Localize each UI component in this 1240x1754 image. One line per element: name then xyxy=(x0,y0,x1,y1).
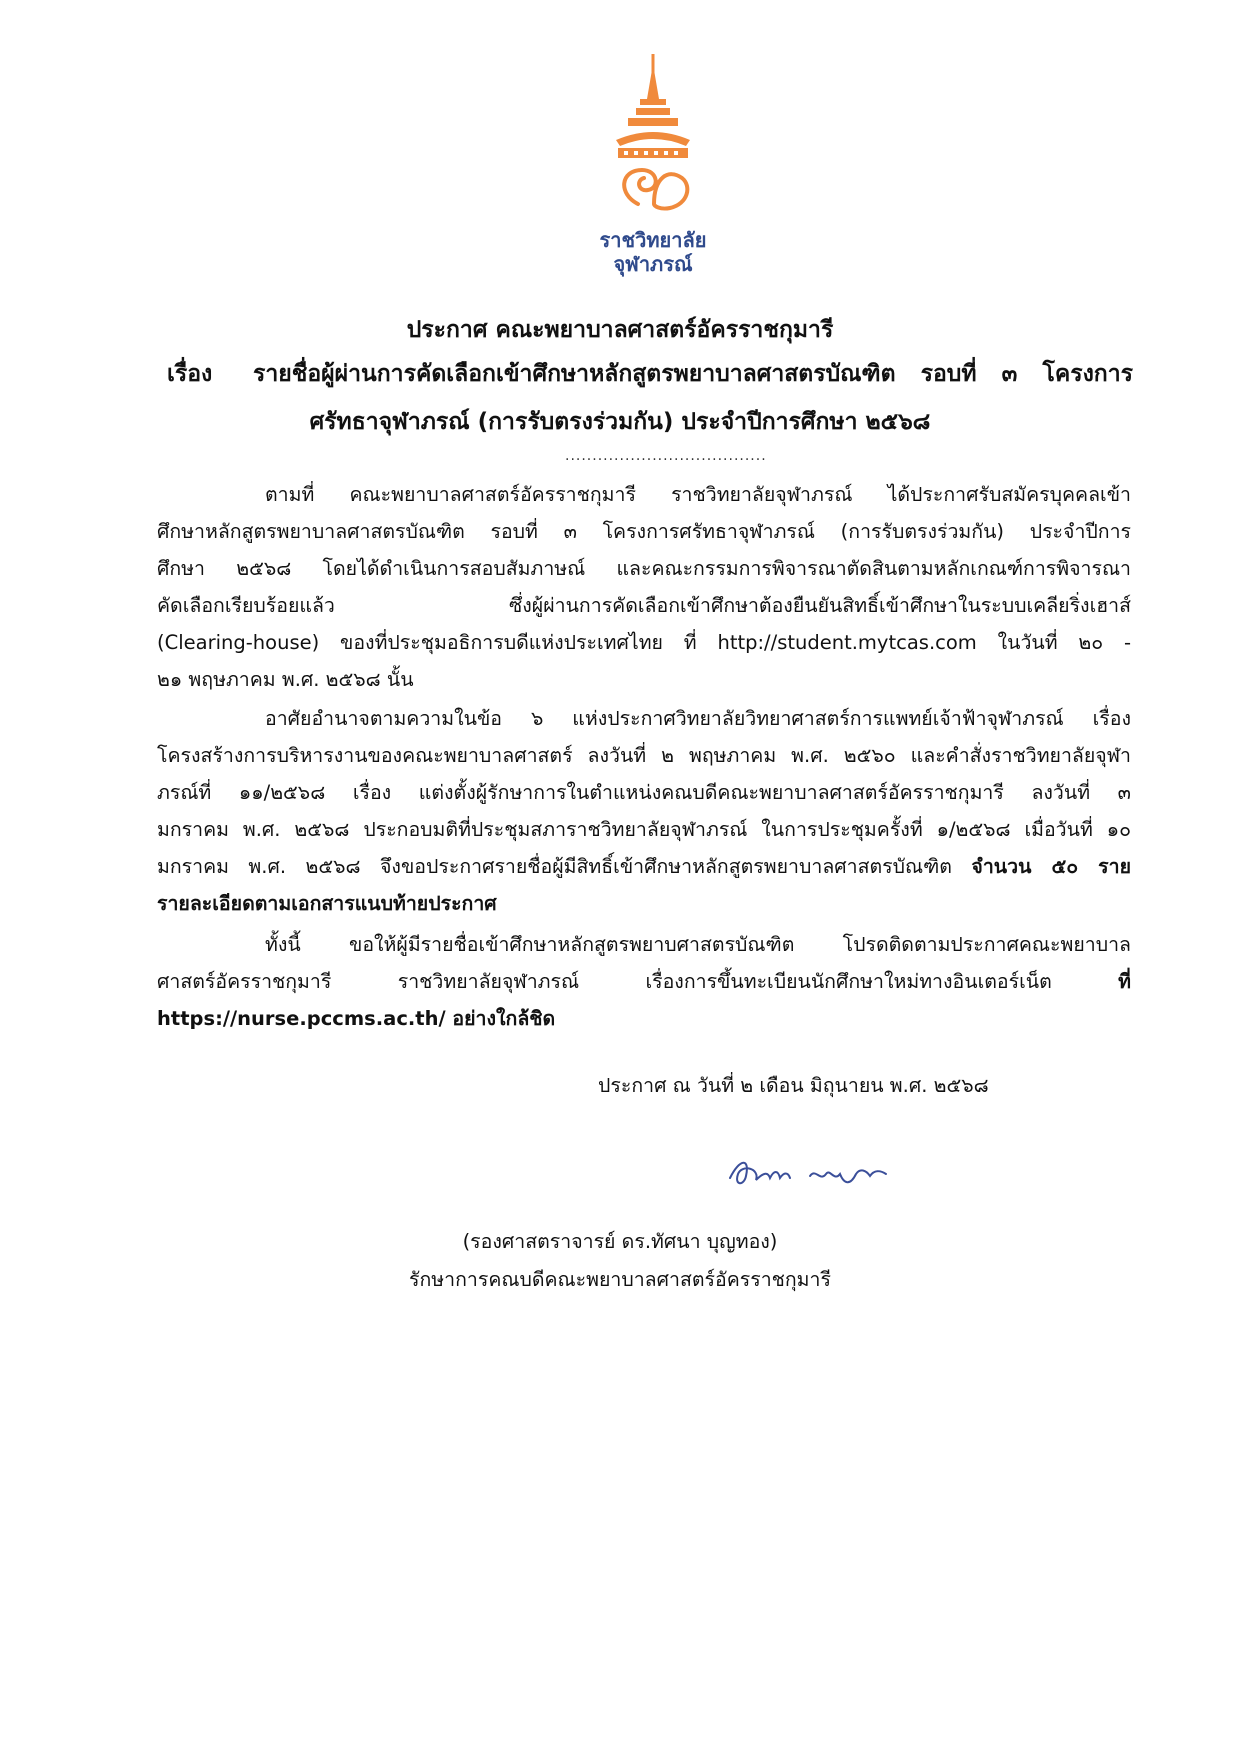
paragraph-line xyxy=(157,848,1131,885)
paragraph-line: ภรณ์ที่ ๑๑/๒๕๖๘ เรื่อง แต่งตั้งผู้รักษาการในตำแหน่งคณบดีคณะพยาบาลศาสตร์อัครราชกุมารี ลงวันที่ ๓ xyxy=(157,781,1131,804)
announcement-title: ประกาศ คณะพยาบาลศาสตร์อัครราชกุมารี xyxy=(406,317,834,343)
paragraph-3 xyxy=(157,926,1131,1037)
signer-title: รักษาการคณบดีคณะพยาบาลศาสตร์อัครราชกุมารี xyxy=(409,1268,831,1291)
paragraph-line: มกราคม พ.ศ. ๒๕๖๘ ประกอบมติที่ประชุมสภาราชวิทยาลัยจุฬาภรณ์ ในการประชุมครั้งที่ ๑/๒๕๖๘ เมื่อวันที่ ๑๐ xyxy=(157,818,1131,841)
subject-line-2: ศรัทธาจุฬาภรณ์ (การรับตรงร่วมกัน) ประจำปีการศึกษา ๒๕๖๘ xyxy=(309,409,931,435)
paragraph-text: ศาสตร์อัครราชกุมารี ราชวิทยาลัยจุฬาภรณ์ เรื่องการขึ้นทะเบียนนักศึกษาใหม่ทางอินเตอร์เน็ต xyxy=(157,970,1052,993)
paragraph-text: มกราคม พ.ศ. ๒๕๖๘ จึงขอประกาศรายชื่อผู้มีสิทธิ์เข้าศึกษาหลักสูตรพยาบาลศาสตรบัณฑิต xyxy=(157,855,952,878)
logo-text-line1: ราชวิทยาลัย xyxy=(599,228,707,252)
paragraph-line: ทั้งนี้ ขอให้ผู้มีรายชื่อเข้าศึกษาหลักสูตรพยาบศาสตรบัณฑิต โปรดติดตามประกาศคณะพยาบาล xyxy=(265,933,1131,956)
paragraph-line: อาศัยอำนาจตามความในข้อ ๖ แห่งประกาศวิทยาลัยวิทยาศาสตร์การแพทย์เจ้าฟ้าจุฬาภรณ์ เรื่อง xyxy=(265,707,1131,730)
announcement-date: ประกาศ ณ วันที่ ๒ เดือน มิถุนายน พ.ศ. ๒๕๖๘ xyxy=(598,1074,989,1097)
student-count: จำนวน ๕๐ ราย xyxy=(971,855,1131,878)
logo-text-line2: จุฬาภรณ์ xyxy=(613,252,693,276)
paragraph-line: โครงสร้างการบริหารงานของคณะพยาบาลศาสตร์ ลงวันที่ ๒ พฤษภาคม พ.ศ. ๒๕๖๐ และคำสั่งราชวิทยาลัยจุฬา xyxy=(157,744,1131,767)
paragraph-1 xyxy=(157,476,1131,698)
signer-name: (รองศาสตราจารย์ ดร.ทัศนา บุญทอง) xyxy=(462,1230,778,1253)
paragraph-line: ศึกษาหลักสูตรพยาบาลศาสตรบัณฑิต รอบที่ ๓ โครงการศรัทธาจุฬาภรณ์ (การรับตรงร่วมกัน) ประจำปีการ xyxy=(157,520,1131,543)
signature-icon xyxy=(720,1148,900,1198)
paragraph-2 xyxy=(157,700,1131,922)
paragraph-line: ๒๑ พฤษภาคม พ.ศ. ๒๕๖๘ นั้น xyxy=(157,668,414,691)
detail-note: รายละเอียดตามเอกสารแนบท้ายประกาศ xyxy=(157,892,497,915)
paragraph-line xyxy=(157,963,1131,1000)
subject-label: เรื่อง xyxy=(167,361,213,387)
paragraph-line: (Clearing-house) ของที่ประชุมอธิการบดีแห่งประเทศไทย ที่ http://student.mytcas.com ในวันที่ ๒๐ - xyxy=(157,631,1131,654)
registration-link[interactable]: https://nurse.pccms.ac.th/ อย่างใกล้ชิด xyxy=(157,1007,556,1030)
paragraph-line: ศึกษา ๒๕๖๘ โดยได้ดำเนินการสอบสัมภาษณ์ และคณะกรรมการพิจารณาตัดสินตามหลักเกณฑ์การพิจารณา xyxy=(157,557,1131,580)
subject-line-1: รายชื่อผู้ผ่านการคัดเลือกเข้าศึกษาหลักสูตรพยาบาลศาสตรบัณฑิต รอบที่ ๓ โครงการ xyxy=(253,361,1133,387)
paragraph-text-bold: ที่ xyxy=(1118,970,1131,993)
crown-emblem-icon xyxy=(598,54,708,224)
separator: ..................................... xyxy=(565,448,767,464)
paragraph-line: ตามที่ คณะพยาบาลศาสตร์อัครราชกุมารี ราชวิทยาลัยจุฬาภรณ์ ได้ประกาศรับสมัครบุคคลเข้า xyxy=(265,483,1131,506)
paragraph-line: คัดเลือกเรียบร้อยแล้ว ซึ่งผู้ผ่านการคัดเลือกเข้าศึกษาต้องยืนยันสิทธิ์เข้าศึกษาในระบบเคลียริ่งเฮาส์ xyxy=(157,594,1131,617)
college-logo xyxy=(598,54,708,284)
